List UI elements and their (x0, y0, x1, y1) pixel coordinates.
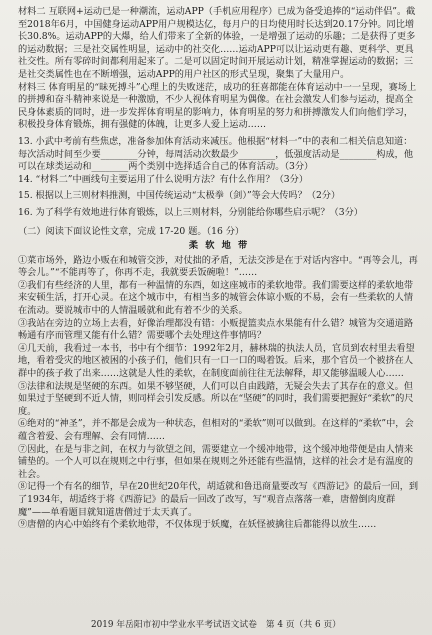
essay-paragraph-6: ⑥绝对的“神圣”，并不都是会成为一种状态，但相对的“柔软”则可以做到。在这样的“柔软”中，会蕴含着爱、会有理解、会有同情…… (18, 418, 414, 442)
essay-title: 柔 软 地 带 (188, 240, 250, 252)
essay-paragraph-8: ⑧记得一个有名的细节，早在20世纪20年代，胡适就和鲁迅商量要改写《西游记》的最后一回，到了1934年，胡适终于将《西游记》的最后一回改了改写，写“观音点落落一难，唐僧倒肉度群魔”——单看题目就知道唐僧过于太天真了。 (18, 481, 419, 518)
material2-paragraph (18, 6, 420, 82)
page-footer: 2019 年岳阳市初中学业水平考试语文试卷 第 4 页（共 6 页） (91, 620, 341, 630)
essay-paragraph-7: ⑦因此，在是与非之间，在权力与欲望之间，需要建立一个缓冲地带，这个缓冲地带便是由人情来铺垫的。一个人可以在规则之中行事，但如果在规则之外还能有些温情，这样的社会才是有温度的社会。 (18, 443, 414, 480)
spacer (18, 220, 420, 224)
material3-text: 体育明星的“昧死搏斗”心理上的失败迷茫，成功的狂喜都能在体育运动中一一呈现，赛场上的拼搏和奋斗精神来说是一种激励，不少人视体育明星为偶像。在社会激发人们参与运动，提高全民身体素质的同时，进一步发挥体育明星的影响力，体育明星的努力和拼搏激发人们向他们学习，积极投身体育锻炼，拥有强健的体魄，让更多人爱上运动…… (18, 81, 417, 131)
question-16: 16. 为了科学有效地进行体育锻炼，以上三则材料，分别能给你哪些启示呢？（3分） (18, 206, 363, 218)
material2-text: 互联网+运动已是一种潮流，运动APP（手机应用程序）已成为备受追捧的“运动伴侣”。截至2018年6月，中国健身运动APP用户规模达亿，每月户的日均使用时长达到20.17分钟。同比增长30.8%。运动APP的大爆，给人们带来了全新的体验，一是增强了运动的乐趣；二是获得了更多的运动数据；三是社交属性明显，运动中的社交化……运动APP可以让运动更有趣、更科学、更具社交性。所有零碎时间都利用起来了。二是可以固定时间开展运动计划，精准掌握运动的数据；三是社交类属性也在不断增强，运动APP的用户社区的形式呈现，聚集了大量用户。 (18, 6, 416, 80)
material3-paragraph (18, 82, 420, 132)
essay-paragraph-1: ①菜市场外，路边小贩在和城管交涉，对仗拙的矛盾，无法交涉是在于对话内容中。“再等会儿，再等会儿。”“不能再等了，你再不走，我就要丢饭碗啦！”…… (18, 254, 418, 279)
question-15: 15. 根据以上三则材料推测，中国传统运动“太极拳（剑）”等会大传吗？（2分） (18, 190, 341, 202)
question-13: 13. 小武中考前有些焦虑，准备参加体育活动来减压。他根据“材料一”中的表和二相关信息知道：每次活动时间至少要________分钟，每周活动次数最少________，低强度活动是________构成，他可以在球类运动和________两个类别中选择适合自己的体育活动。（3分） (18, 135, 414, 173)
essay-paragraph-5: ⑤法律和法规是坚硬的东西。如果不够坚硬，人们可以自由践踏，无疑会失去了其存在的意义。但如果过于坚硬到不近人情，则同样会引发反感。所以在“坚硬”的同时，我们需要把握好“柔软”的尺度。 (18, 380, 414, 417)
material3-label: 材料三 (18, 81, 46, 93)
material2-label: 材料二 (18, 6, 46, 17)
essay-paragraph-4: ④几天前，我看过一本书，书中有个细节：1992年2月，赫林瑞的执法人员，官员到农村里去看望地，看着受灾的地区被困的小孩子们，他们只有一口一口的喝着饭。后来，那个官员一个被挤在人群中的孩子救了出来……这就是人性的柔软，在制度面前往往无法解释，却又能够温暖人心…… (18, 342, 415, 380)
section-header: （二）阅读下面议论性文章，完成 17-20 题。（16 分） (18, 225, 245, 237)
essay-paragraph-2: ②我们有些经济的人里，都有一种温情的东西，如这座城市的柔软地带。我们需要这样的柔软地带来安顿生活，打开心灵。在这个城市中，有相当多的城管会体谅小贩的不易，会有一些柔软的人情在流动。要说城市中的人情温暖就和此有着不少的关系。 (18, 279, 414, 317)
essay-paragraph-9: ⑨唐僧的内心中始终有个柔软地带，不仅体现于妖魔，在妖怪被擒往后都能得以放生…… (18, 519, 377, 531)
page-content (18, 6, 420, 615)
essay-paragraph-3: ③我站在旁边的立场上去看，好像治理都没有错：小贩提篮卖点水果能有什么错？城管为交通道路畅通有序而管理又能有什么错？需要哪个去处理这件事情吗？ (18, 317, 414, 342)
question-14: 14. “材料二”中画线句主要运用了什么说明方法？有什么作用？（3分） (18, 173, 309, 185)
